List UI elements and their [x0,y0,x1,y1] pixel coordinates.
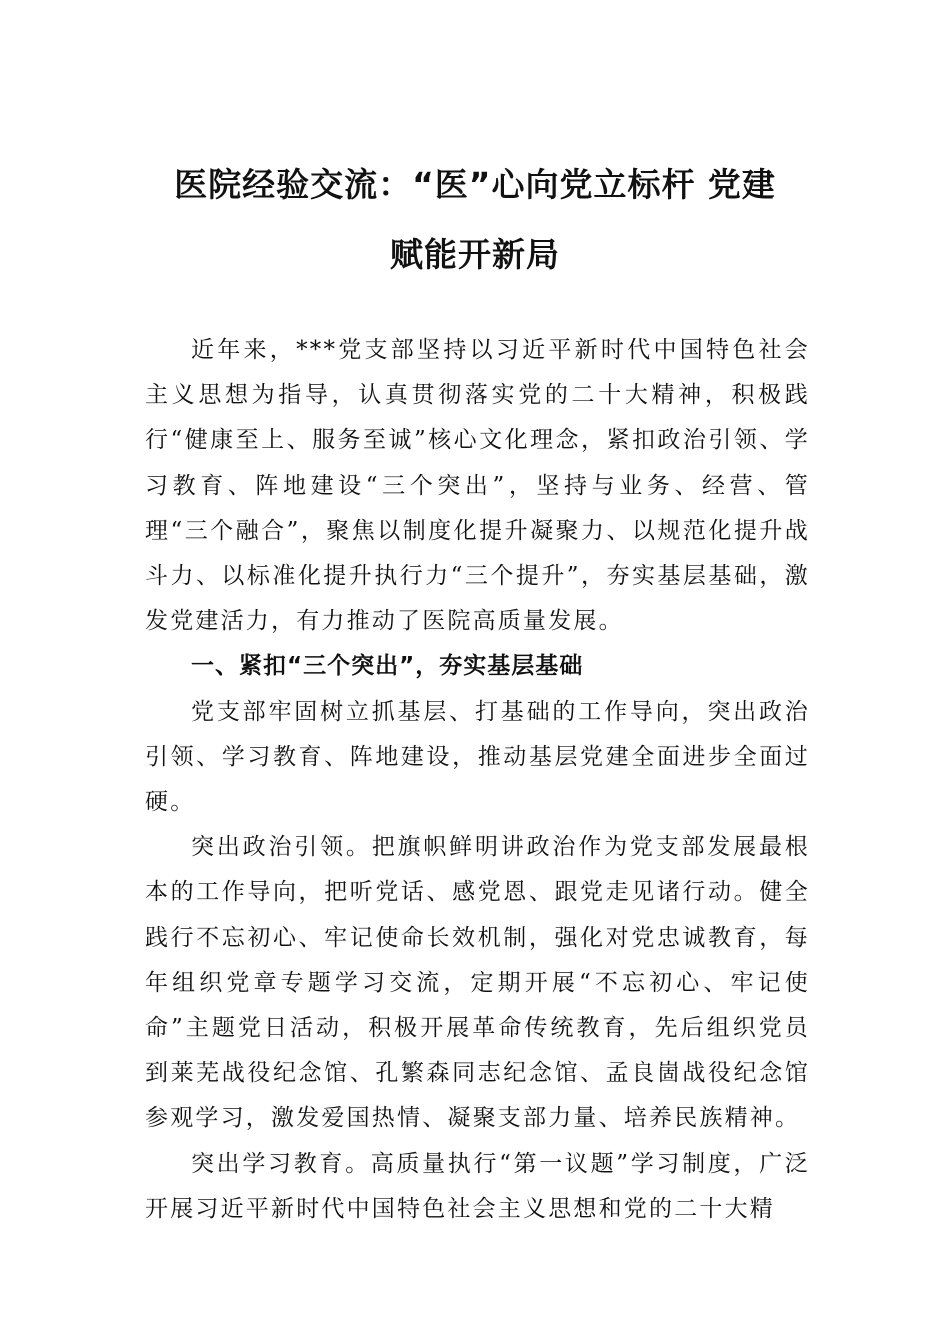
intro-paragraph: 近年来，***党支部坚持以习近平新时代中国特色社会主义思想为指导，认真贯彻落实党的二十大精神，积极践行“健康至上、服务至诚”核心文化理念，紧扣政治引领、学习教育、阵地建设“三个突出”，坚持与业务、经营、管理“三个融合”，聚焦以制度化提升凝聚力、以规范化提升战斗力、以标准化提升执行力“三个提升”，夯实基层基础，激发党建活力，有力推动了医院高质量发展。 [145,337,810,635]
document-body [145,328,810,1232]
title-line-2: 赋能开新局 [390,235,560,274]
document-title [140,150,810,290]
title-line-1: 医院经验交流：“医”心向党立标杆 党建 [174,165,776,204]
section-heading-1: 一、紧扣“三个突出”，夯实基层基础 [191,653,584,680]
political-guidance-paragraph: 突出政治引领。把旗帜鲜明讲政治作为党支部发展最根本的工作导向，把听党话、感党恩、跟党走见诸行动。健全践行不忘初心、牢记使命长效机制，强化对党忠诚教育，每年组织党章专题学习交流，定期开展“不忘初心、牢记使命”主题党日活动，积极开展革命传统教育，先后组织党员到莱芜战役纪念馆、孔繁森同志纪念馆、孟良崮战役纪念馆参观学习，激发爱国热情、凝聚支部力量、培养民族精神。 [145,834,810,1132]
section-1-intro-paragraph: 党支部牢固树立抓基层、打基础的工作导向，突出政治引领、学习教育、阵地建设，推动基层党建全面进步全面过硬。 [145,698,810,816]
study-education-paragraph: 突出学习教育。高质量执行“第一议题”学习制度，广泛开展习近平新时代中国特色社会主义思想和党的二十大精 [145,1150,810,1222]
